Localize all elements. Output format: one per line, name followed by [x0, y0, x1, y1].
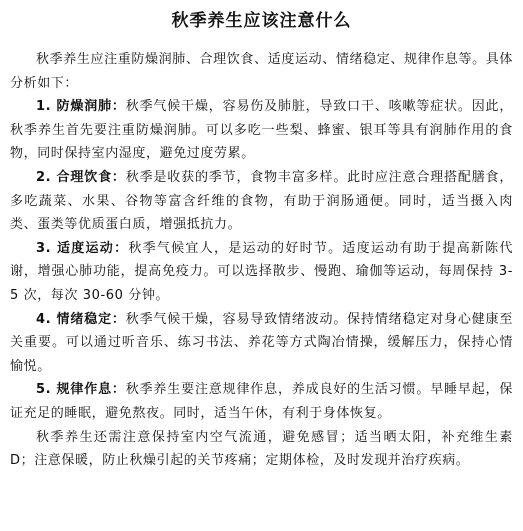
intro-paragraph: 秋季养生应注重防燥润肺、合理饮食、适度运动、情绪稳定、规律作息等。具体分析如下： [10, 52, 513, 91]
section-paragraph [10, 166, 513, 237]
section-paragraph [10, 378, 513, 425]
section-body: 秋季气候宜人，是运动的好时节。适度运动有助于提高新陈代谢，增强心肺功能，提高免疫力。可以选择散步、慢跑、瑜伽等运动，每周保持 3-5 次，每次 30-60 分钟。 [10, 240, 513, 303]
section-paragraph [10, 237, 513, 308]
section-heading: 1. 防燥润肺： [36, 99, 126, 115]
section-heading: 3. 适度运动： [36, 240, 129, 256]
section-heading: 2. 合理饮食： [36, 169, 126, 185]
section-paragraph [10, 308, 513, 379]
section-body: 秋季养生要注意规律作息，养成良好的生活习惯。早睡早起，保证充足的睡眠，避免熬夜。同时，适当午休，有利于身体恢复。 [10, 382, 513, 421]
document-title: 秋季养生应该注意什么 [171, 11, 352, 31]
closing-paragraph: 秋季养生还需注意保持室内空气流通，避免感冒；适当晒太阳，补充维生素 D；注意保暖，防止秋燥引起的关节疼痛；定期体检，及时发现并治疗疾病。 [10, 429, 513, 469]
section-heading: 5. 规律作息： [36, 382, 126, 398]
section-body: 秋季是收获的季节，食物丰富多样。此时应注意合理搭配膳食，多吃蔬菜、水果、谷物等富含纤维的食物，有助于润肠通便。同时，适当摄入肉类、蛋类等优质蛋白质，增强抵抗力。 [10, 169, 513, 233]
section-heading: 4. 情绪稳定： [36, 311, 126, 327]
section-paragraph [10, 95, 513, 166]
section-body: 秋季气候干燥，容易伤及肺脏，导致口干、咳嗽等症状。因此，秋季养生首先要注重防燥润肺。可以多吃一些梨、蜂蜜、银耳等具有润肺作用的食物，同时保持室内湿度，避免过度劳累。 [10, 99, 513, 162]
section-body: 秋季气候干燥，容易导致情绪波动。保持情绪稳定对身心健康至关重要。可以通过听音乐、练习书法、养花等方式陶冶情操，缓解压力，保持心情愉悦。 [10, 311, 513, 374]
